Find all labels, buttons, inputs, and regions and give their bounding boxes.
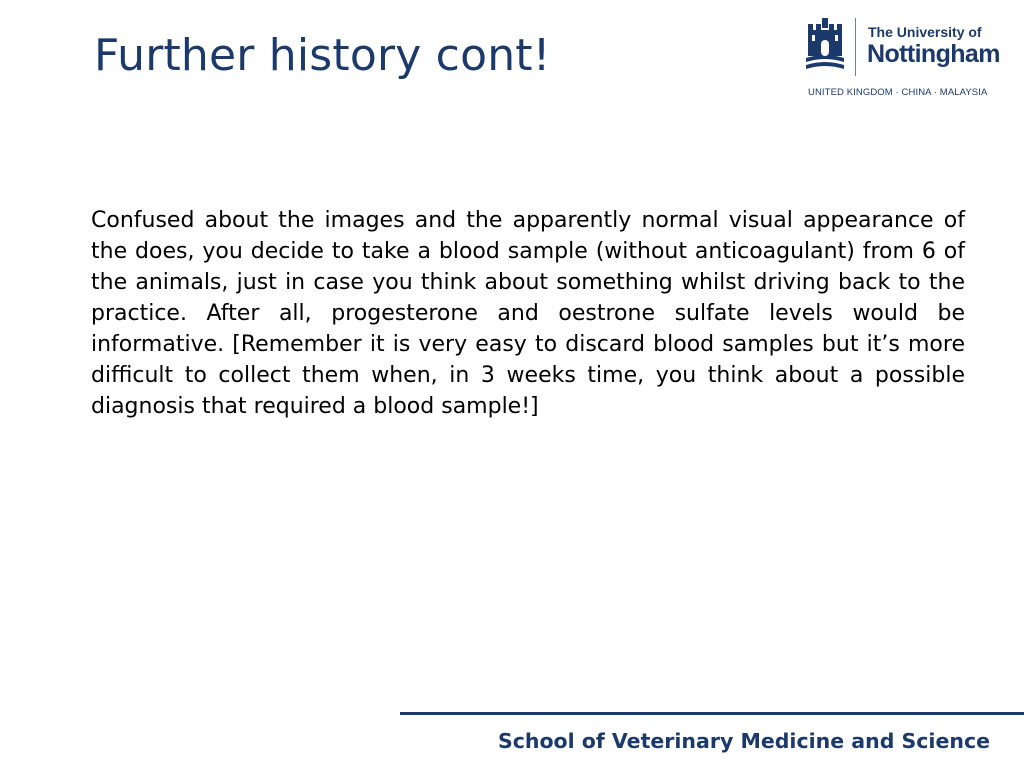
- logo-university-of: The University of: [868, 24, 982, 40]
- logo-divider: [855, 18, 856, 76]
- footer-rule: [400, 712, 1024, 715]
- logo-nottingham: Nottingham: [867, 40, 1000, 68]
- logo-tagline: UNITED KINGDOM · CHINA · MALAYSIA: [808, 87, 988, 98]
- footer-school-name: School of Veterinary Medicine and Science: [497, 729, 990, 753]
- slide-title: Further history cont!: [94, 30, 551, 81]
- university-logo: [806, 16, 1006, 100]
- body-paragraph: Confused about the images and the apparently normal visual appearance of the does, you decide to take a blood sample (without anticoagulant) from 6 of the animals, just in case you think about something whilst driving back to the practice. After all, progesterone and oestrone sulfate levels would be informative. [Remember it is very easy to discard blood samples but it’s more difficult to collect them when, in 3 weeks time, you think about a possible diagnosis that required a blood sample!]: [91, 208, 965, 419]
- castle-crest-icon: [806, 18, 844, 74]
